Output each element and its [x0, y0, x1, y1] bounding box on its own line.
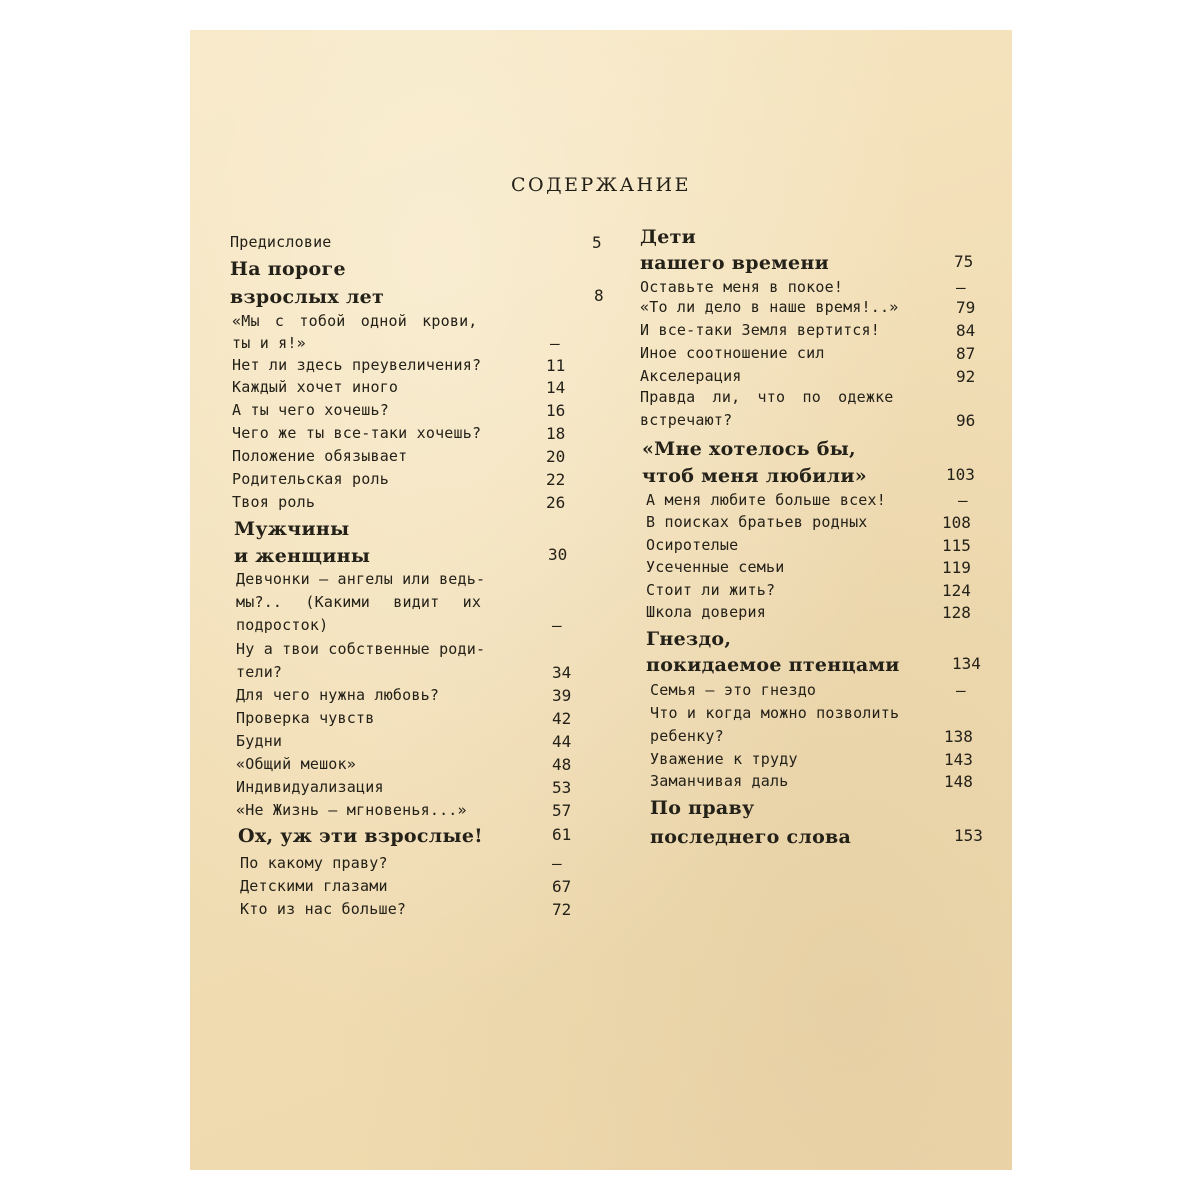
toc-entry-title: «Мы с тобой одной крови,	[232, 312, 478, 330]
toc-entry-page: 143	[944, 750, 973, 769]
toc-entry-page: —	[956, 681, 966, 700]
toc-entry-title: И все-таки Земля вертится!	[640, 321, 880, 339]
toc-section-page: 30	[548, 545, 568, 564]
book-page	[190, 30, 1012, 1170]
toc-section-page: 134	[952, 654, 981, 673]
toc-entry-page: 48	[552, 755, 572, 774]
toc-entry-title: Чего же ты все-таки хочешь?	[232, 424, 482, 442]
toc-entry-title: Проверка чувств	[236, 709, 375, 727]
toc-entry-title: Что и когда можно позволить	[650, 704, 900, 722]
toc-entry-title: Семья — это гнездо	[650, 681, 817, 699]
toc-entry-page: 20	[546, 447, 566, 466]
toc-entry-page: —	[552, 616, 562, 635]
toc-entry-page: 44	[552, 732, 572, 751]
toc-section-title: «Мне хотелось бы,	[642, 438, 856, 460]
toc-entry-page: —	[550, 334, 560, 353]
toc-entry-title: А меня любите больше всех!	[646, 491, 886, 509]
toc-entry-page: 96	[956, 411, 976, 430]
toc-entry-page: 119	[942, 558, 971, 577]
toc-entry-title: «То ли дело в наше время!..»	[640, 298, 899, 316]
toc-entry-title: По какому праву?	[240, 854, 388, 872]
toc-right-column	[190, 30, 1012, 1170]
toc-entry-page: 26	[546, 493, 566, 512]
toc-entry-page: 92	[956, 367, 976, 386]
toc-entry-page: 87	[956, 344, 976, 363]
toc-entry-title: подросток)	[236, 616, 329, 634]
toc-entry-title: «Не Жизнь — мгновенья...»	[236, 801, 467, 819]
toc-entry-title: Кто из нас больше?	[240, 900, 407, 918]
toc-section-title: По праву	[650, 797, 755, 819]
toc-entry-title: мы?.. (Какими видит их	[236, 593, 482, 611]
toc-entry-title: Каждый хочет иного	[232, 378, 399, 396]
toc-entry-title: Акселерация	[640, 367, 742, 385]
toc-entry-title: тели?	[236, 663, 283, 681]
toc-entry-title: Стоит ли жить?	[646, 581, 776, 599]
toc-entry-title: встречают?	[640, 411, 733, 429]
toc-entry-title: Детскими глазами	[240, 877, 388, 895]
toc-entry-page: 72	[552, 900, 572, 919]
toc-entry-title: Иное соотношение сил	[640, 344, 825, 362]
toc-entry-page: 16	[546, 401, 566, 420]
toc-entry-page: 14	[546, 378, 566, 397]
toc-heading: СОДЕРЖАНИЕ	[511, 174, 691, 196]
toc-section-title: Дети	[640, 226, 697, 248]
toc-section-title: последнего слова	[650, 826, 852, 848]
toc-entry-page: 138	[944, 727, 973, 746]
toc-section-title: и женщины	[234, 545, 371, 567]
toc-entry-page: 79	[956, 298, 976, 317]
toc-section-title: Ох, уж эти взрослые!	[238, 825, 483, 847]
toc-entry-title: Усеченные семьи	[646, 558, 785, 576]
toc-entry-page: —	[552, 854, 562, 873]
toc-entry-page: 148	[944, 772, 973, 791]
toc-section-page: 8	[594, 286, 604, 305]
toc-entry-page: 57	[552, 801, 572, 820]
toc-section-title: нашего времени	[640, 252, 830, 274]
toc-entry-title: Предисловие	[230, 233, 332, 251]
toc-entry-page: 115	[942, 536, 971, 555]
toc-entry-title: Родительская роль	[232, 470, 389, 488]
toc-entry-title: ты и я!»	[232, 334, 306, 352]
toc-entry-page: 84	[956, 321, 976, 340]
toc-entry-title: Правда ли, что по одежке	[640, 388, 894, 406]
toc-entry-title: Будни	[236, 732, 283, 750]
toc-entry-title: Индивидуализация	[236, 778, 384, 796]
toc-entry-page: 124	[942, 581, 971, 600]
toc-section-page: 61	[552, 825, 572, 844]
toc-entry-title: Оставьте меня в покое!	[640, 278, 844, 296]
toc-entry-page: —	[956, 278, 966, 297]
toc-section-title: Мужчины	[234, 518, 350, 540]
toc-entry-page: 18	[546, 424, 566, 443]
toc-entry-title: ребенку?	[650, 727, 724, 745]
toc-entry-title: «Общий мешок»	[236, 755, 356, 773]
toc-entry-page: 53	[552, 778, 572, 797]
toc-section-title: На пороге	[230, 258, 346, 280]
toc-entry-title: Твоя роль	[232, 493, 316, 511]
toc-entry-page: 39	[552, 686, 572, 705]
toc-entry-page: 11	[546, 356, 566, 375]
toc-section-page: 153	[954, 826, 983, 845]
toc-section-title: взрослых лет	[230, 286, 385, 308]
toc-entry-page: 42	[552, 709, 572, 728]
toc-entry-page: 67	[552, 877, 572, 896]
toc-entry-page: —	[958, 491, 968, 510]
toc-entry-page: 128	[942, 603, 971, 622]
toc-entry-page: 108	[942, 513, 971, 532]
toc-section-title: покидаемое птенцами	[646, 654, 900, 676]
toc-section-page: 75	[954, 252, 974, 271]
toc-entry-title: Заманчивая даль	[650, 772, 789, 790]
toc-entry-title: Школа доверия	[646, 603, 766, 621]
toc-entry-title: Нет ли здесь преувеличения?	[232, 356, 482, 374]
toc-entry-title: Уважение к труду	[650, 750, 798, 768]
toc-entry-title: Для чего нужна любовь?	[236, 686, 440, 704]
toc-entry-title: Осиротелые	[646, 536, 739, 554]
toc-entry-title: В поисках братьев родных	[646, 513, 868, 531]
toc-section-page: 103	[946, 465, 975, 484]
toc-entry-title: А ты чего хочешь?	[232, 401, 389, 419]
toc-section-title: Гнездо,	[646, 628, 732, 650]
toc-entry-title: Девчонки — ангелы или ведь-	[236, 570, 486, 588]
toc-entry-page: 5	[592, 233, 602, 252]
toc-entry-page: 34	[552, 663, 572, 682]
toc-section-title: чтоб меня любили»	[642, 465, 867, 487]
toc-entry-title: Ну а твои собственные роди-	[236, 640, 486, 658]
toc-entry-title: Положение обязывает	[232, 447, 408, 465]
toc-entry-page: 22	[546, 470, 566, 489]
